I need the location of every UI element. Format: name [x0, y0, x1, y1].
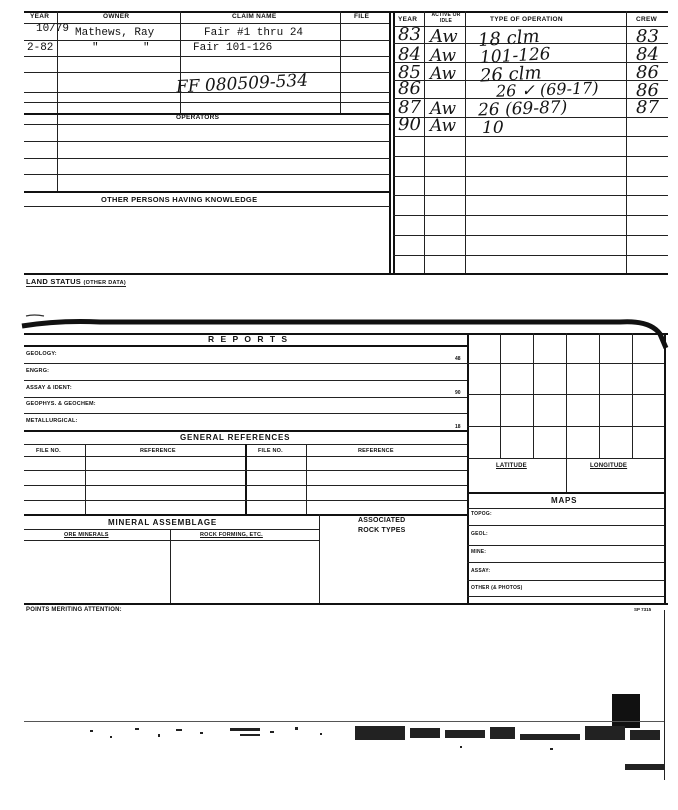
grid-line	[533, 333, 534, 458]
report-row-label: GEOPHYS. & GEOCHEM:	[26, 401, 96, 407]
land-status-label	[26, 277, 126, 287]
center-divider	[389, 11, 391, 274]
grid-line	[566, 333, 567, 458]
owner-row-rule	[24, 102, 390, 103]
activity-row-rule	[393, 136, 668, 137]
activity-row-status: Aw	[430, 99, 457, 119]
report-row-rule	[24, 413, 467, 414]
activity-row-crew: 83	[636, 26, 659, 47]
type-of-operation-header: TYPE OF OPERATION	[490, 16, 563, 23]
owner-row-2-ditto: "	[143, 42, 150, 54]
owner-row-2-ditto: "	[92, 42, 99, 54]
grid-line	[467, 426, 664, 427]
maps-row-label: GEOL:	[471, 531, 488, 537]
rock-forming-label: ROCK FORMING, ETC.	[200, 532, 263, 538]
others-rule	[24, 191, 390, 193]
activity-bottom-rule	[24, 273, 668, 275]
crew-header: CREW	[636, 16, 658, 23]
activity-row-year: 83	[398, 24, 421, 45]
grid-line	[599, 333, 600, 458]
others-rule	[24, 206, 390, 207]
owner-row-rule	[24, 56, 390, 57]
ref-row-rule	[24, 500, 467, 501]
owner-header: OWNER	[103, 13, 130, 20]
maps-row-label: OTHER (& PHOTOS)	[471, 585, 523, 591]
grid-line	[500, 333, 501, 458]
activity-row-rule	[393, 255, 668, 256]
activity-row-operation: 26 ✓ (69-17)	[495, 78, 599, 101]
grid-line	[467, 363, 664, 364]
latitude-label: LATITUDE	[496, 463, 527, 469]
activity-row-rule	[393, 195, 668, 196]
report-row-num: 48	[455, 356, 461, 362]
report-row-rule	[24, 380, 467, 381]
ref-row-rule	[24, 470, 467, 471]
scan-mark	[612, 694, 640, 728]
page-right-border	[664, 333, 666, 603]
associated-label: ASSOCIATED	[358, 517, 406, 524]
operators-row-rule	[24, 158, 390, 159]
ref-header-file-no: FILE NO.	[258, 448, 283, 454]
report-row-label: ASSAY & IDENT:	[26, 385, 72, 391]
associated-divider	[319, 514, 320, 604]
maps-row-rule	[467, 596, 664, 597]
activity-row-status: Aw	[430, 64, 457, 84]
operators-row-rule	[24, 141, 390, 142]
lat-long-divider	[566, 458, 567, 492]
activity-row-crew: 86	[636, 62, 659, 83]
owner-row-1-owner: Mathews, Ray	[75, 27, 155, 39]
year-col-divider	[57, 11, 58, 191]
activity-row-year: 84	[398, 44, 421, 65]
activity-row-operation: 26 clm	[479, 62, 543, 87]
activity-row-operation: 26 (69-87)	[477, 97, 568, 121]
ref-header-file-no: FILE NO.	[36, 448, 61, 454]
form-code: SP 7315	[634, 607, 652, 612]
file-header: FILE	[354, 13, 370, 20]
report-row-num: 18	[455, 424, 461, 430]
grid-line	[467, 394, 664, 395]
ore-minerals-label: ORE MINERALS	[64, 532, 109, 538]
activity-row-year: 90	[398, 114, 421, 135]
longitude-label: LONGITUDE	[590, 463, 628, 469]
operators-row-rule	[24, 124, 390, 125]
general-references-title: GENERAL REFERENCES	[180, 433, 291, 442]
maps-top-rule	[467, 492, 664, 494]
ref-col-divider	[85, 444, 86, 514]
activity-row-crew: 84	[636, 44, 659, 65]
activity-row-crew: 86	[636, 80, 659, 101]
activity-row-crew: 87	[636, 97, 659, 118]
activity-row-status: Aw	[430, 26, 458, 47]
report-row-num: 90	[455, 390, 461, 396]
maps-row-rule	[467, 562, 664, 563]
activity-row-operation: 18 clm	[477, 25, 541, 52]
maps-row-label: ASSAY:	[471, 568, 491, 574]
operators-row-rule	[24, 174, 390, 175]
activity-row-year: 87	[398, 97, 421, 118]
ref-header-reference: REFERENCE	[358, 448, 394, 454]
operators-label: OPERATORS	[176, 114, 220, 121]
maps-title: MAPS	[551, 496, 578, 505]
owner-row-rule	[24, 40, 390, 41]
land-status-sublabel: (OTHER DATA)	[83, 280, 126, 286]
other-persons-label: OTHER PERSONS HAVING KNOWLEDGE	[101, 195, 258, 204]
report-row-label: ENGRG:	[26, 368, 50, 374]
owner-row-1-year: 10/79	[36, 23, 70, 35]
rock-types-label: ROCK TYPES	[358, 527, 406, 534]
maps-row-label: MINE:	[471, 549, 487, 555]
year-header: YEAR	[30, 13, 50, 20]
mineral-title-rule	[24, 529, 319, 530]
reports-title: R E P O R T S	[208, 334, 290, 344]
maps-title-rule	[467, 508, 664, 509]
ref-row-rule	[24, 485, 467, 486]
mineral-bottom-rule	[24, 603, 668, 605]
owner-row-rule	[24, 92, 390, 93]
header-rule	[24, 23, 390, 24]
ref-header-reference: REFERENCE	[140, 448, 176, 454]
handwritten-file-number: FF 080509-534	[175, 70, 309, 98]
owner-row-1-claim: Fair #1 thru 24	[204, 27, 304, 39]
maps-row-label: TOPOG:	[471, 511, 492, 517]
report-row-label: GEOLOGY:	[26, 351, 57, 357]
mineral-assemblage-title: MINERAL ASSEMBLAGE	[108, 518, 218, 527]
owner-row-2-year: 2-82	[27, 42, 54, 54]
activity-year-header: YEAR	[398, 16, 418, 23]
activity-row-year: 86	[398, 78, 421, 99]
ref-bottom-rule	[24, 514, 467, 516]
reports-title-rule	[24, 345, 467, 347]
activity-row-rule	[393, 176, 668, 177]
maps-row-rule	[467, 545, 664, 546]
mineral-header-rule	[24, 540, 319, 541]
report-row-rule	[24, 363, 467, 364]
maps-row-rule	[467, 525, 664, 526]
owner-row-rule	[24, 72, 390, 73]
activity-row-status: Aw	[430, 116, 457, 136]
activity-row-rule	[393, 215, 668, 216]
scan-noise	[80, 724, 670, 784]
activity-row-year: 85	[398, 62, 421, 83]
owner-row-2-claim: Fair 101-126	[193, 42, 273, 54]
claim-name-header: CLAIM NAME	[232, 13, 277, 20]
activity-row-rule	[393, 156, 668, 157]
ref-col-divider	[245, 444, 247, 514]
activity-row-status: Aw	[430, 46, 457, 66]
activity-row-operation: 10	[482, 118, 504, 138]
grid-line	[632, 333, 633, 458]
activity-row-rule	[393, 235, 668, 236]
claim-col-divider	[340, 11, 341, 113]
scan-edge-line	[24, 721, 664, 722]
report-row-rule	[24, 397, 467, 398]
activity-row-operation: 101-126	[479, 44, 552, 68]
points-meriting-attention-label: POINTS MERITING ATTENTION:	[26, 607, 122, 613]
reports-top-rule	[24, 333, 668, 335]
active-or-idle-header: ACTIVE OR IDLE	[431, 12, 461, 24]
owner-col-divider	[180, 11, 181, 113]
maps-row-rule	[467, 580, 664, 581]
land-status-title: LAND STATUS	[26, 277, 82, 286]
report-row-rule	[24, 430, 467, 432]
report-row-label: METALLURGICAL:	[26, 418, 78, 424]
ref-col-divider	[306, 444, 307, 514]
